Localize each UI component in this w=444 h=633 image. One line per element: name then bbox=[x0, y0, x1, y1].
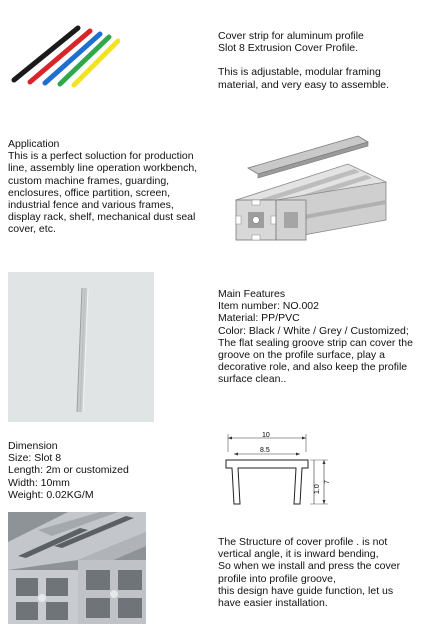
cover-strip-photo bbox=[8, 272, 154, 422]
application-heading: Application bbox=[8, 138, 60, 150]
dimension-line: Length: 2m or customized bbox=[8, 464, 129, 477]
features-text bbox=[218, 288, 442, 386]
structure-line: profile into profile groove, bbox=[218, 572, 336, 585]
features-line: Item number: NO.002 bbox=[218, 300, 319, 313]
features-line: Material: PP/PVC bbox=[218, 312, 300, 325]
features-line: surface clean.. bbox=[218, 373, 287, 386]
structure-line: vertical angle, it is inward bending, bbox=[218, 548, 379, 561]
dimension-line: Weight: 0.02KG/M bbox=[8, 488, 94, 501]
structure-text bbox=[218, 536, 442, 609]
intro-line: Cover strip for aluminum profile bbox=[218, 30, 364, 42]
dimension-line: Size: Slot 8 bbox=[8, 452, 62, 465]
application-line: line, assembly line operation workbench, bbox=[8, 162, 198, 175]
cross-section-drawing bbox=[218, 430, 338, 515]
features-heading: Main Features bbox=[218, 288, 286, 300]
features-line: decorative role, and also keep the profile bbox=[218, 361, 408, 374]
structure-line: So when we install and press the cover bbox=[218, 560, 401, 573]
application-text bbox=[8, 138, 213, 236]
features-line: groove on the profile surface, play a bbox=[218, 349, 385, 362]
profile-illustration bbox=[228, 128, 390, 246]
structure-line: The Structure of cover profile . is not bbox=[218, 536, 388, 548]
intro-line: This is adjustable, modular framing bbox=[218, 66, 381, 79]
dimension-text bbox=[8, 440, 213, 501]
colored-strips-photo bbox=[8, 22, 120, 88]
dim-inner-label: 8.5 bbox=[260, 447, 270, 454]
features-line: The flat sealing groove strip can cover the bbox=[218, 336, 413, 349]
features-line: Color: Black / White / Grey / Customized; bbox=[218, 324, 409, 337]
application-line: cover, etc. bbox=[8, 223, 56, 236]
application-line: custom machine frames, guarding, bbox=[8, 174, 170, 187]
application-line: industrial fence and various frames, bbox=[8, 199, 174, 212]
dimension-line: Width: 10mm bbox=[8, 476, 70, 489]
dim-height-label: 7 bbox=[324, 480, 331, 484]
application-line: This is a perfect soluction for production bbox=[8, 150, 194, 163]
dim-width-label: 10 bbox=[262, 432, 270, 439]
application-line: display rack, shelf, mechanical dust seal bbox=[8, 211, 196, 224]
dim-thick-label: 1.0 bbox=[314, 484, 321, 494]
structure-line: this design have guide function, let us bbox=[218, 584, 394, 597]
intro-text bbox=[218, 30, 440, 91]
dimension-heading: Dimension bbox=[8, 440, 58, 452]
intro-line: material, and very easy to assemble. bbox=[218, 78, 389, 91]
application-line: enclosures, office partition, screen, bbox=[8, 186, 171, 199]
structure-line: have easier installation. bbox=[218, 597, 328, 610]
aluminum-profile-photo bbox=[8, 512, 146, 624]
intro-line: Slot 8 Extrusion Cover Profile. bbox=[218, 42, 359, 55]
